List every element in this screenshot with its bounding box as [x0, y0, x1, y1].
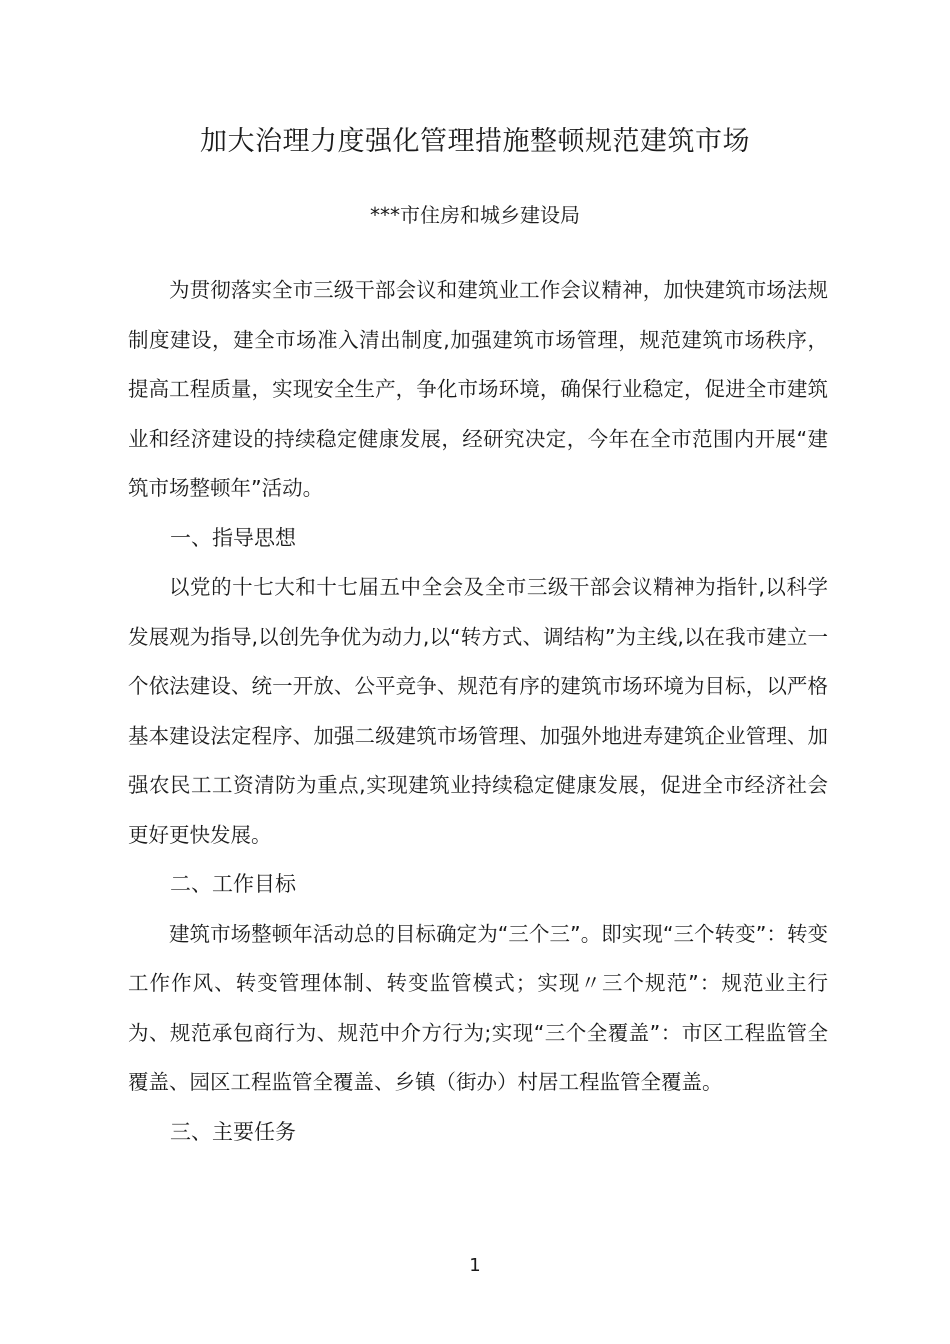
- section-heading-main-tasks: 三、主要任务: [170, 1119, 296, 1144]
- page-number: 1: [469, 1255, 481, 1276]
- section-heading-work-goals: 二、工作目标: [170, 872, 296, 896]
- section-text-guiding-ideology: 以党的十七大和十七届五中全会及全市三级干部会议精神为指针,以科学发展观为指导,以创先争优为动力,以“转方式、调结构”为主线,以在我市建立一个依法建设、统一开放、公平竞争、规范有序的建筑市场环境为目标，以严格基本建设法定程序、加强二级建筑市场管理、加强外地进寿建筑企业管理、加强农民工工资清防为重点,实现建筑业持续稳定健康发展，促进全市经济社会更好更快发展。: [128, 575, 828, 847]
- document-body: [128, 266, 828, 1157]
- document-title: 加大治理力度强化管理措施整顿规范建筑市场: [200, 126, 750, 157]
- section-text-work-goals: 建筑市场整顿年活动总的目标确定为“三个三”。即实现“三个转变”：转变工作作风、转变管理体制、转变监管模式；实现〃三个规范”：规范业主行为、规范承包商行为、规范中介方行为;实现“三个全覆盖”：市区工程监管全覆盖、园区工程监管全覆盖、乡镇（街办）村居工程监管全覆盖。: [128, 921, 828, 1094]
- section-heading-guiding-ideology: 一、指导思想: [170, 525, 296, 550]
- intro-paragraph: 为贯彻落实全市三级干部会议和建筑业工作会议精神，加快建筑市场法规制度建设，建全市场准入清出制度,加强建筑市场管理，规范建筑市场秩序，提高工程质量，实现安全生产，争化市场环境，确保行业稳定，促进全市建筑业和经济建设的持续稳定健康发展，经研究决定，今年在全市范围内开展“建筑市场整顿年”活动。: [128, 278, 828, 500]
- document-author: ***市住房和城乡建设局: [370, 203, 580, 227]
